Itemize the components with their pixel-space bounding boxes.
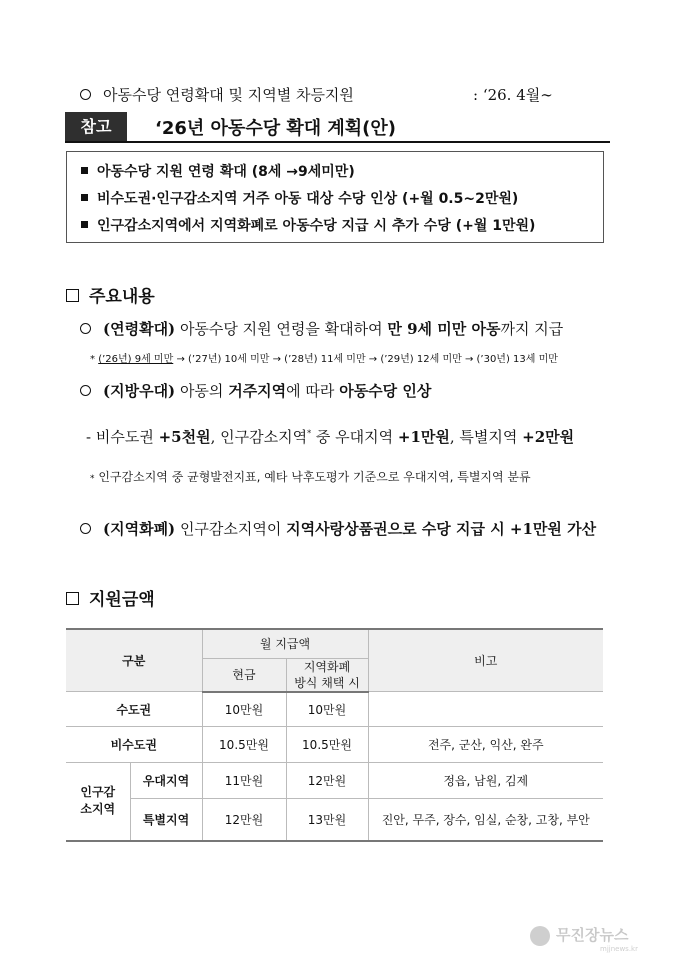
watermark-logo-icon	[530, 926, 550, 946]
group-label: 인구감 소지역	[66, 763, 130, 841]
reference-title: ‘26년 아동수당 확대 계획(안)	[155, 118, 397, 139]
table-row: 특별지역 12만원 13만원 진안, 무주, 장수, 임실, 순창, 고창, 부안	[66, 799, 603, 841]
summary-item: 인구감소지역에서 지역화폐로 아동수당 지급 시 추가 수당 (+월 1만원)	[81, 215, 535, 235]
support-amount-table	[66, 628, 603, 842]
summary-item: 아동수당 지원 연령 확대 (8세 →9세미만)	[81, 161, 355, 181]
section-heading-main: 주요내용	[66, 282, 155, 307]
square-bullet-icon	[81, 221, 88, 228]
watermark: 무진장뉴스	[530, 924, 628, 946]
title-divider	[65, 141, 610, 143]
age-schedule-first: (’26년) 9세 미만	[98, 354, 174, 365]
regional-detail-line: - 비수도권 +5천원, 인구감소지역* 중 우대지역 +1만원, 특별지역 +2만원	[86, 428, 575, 446]
header-text: 아동수당 연령확대 및 지역별 차등지원	[103, 86, 354, 104]
col-local-header: 지역화폐 방식 채택 시	[286, 658, 368, 692]
age-expansion-line: (연령확대) 아동수당 지원 연령을 확대하여 만 9세 미만 아동까지 지급	[80, 318, 563, 339]
square-bullet-icon	[81, 194, 88, 201]
checkbox-square-icon	[66, 592, 79, 605]
col-note-header: 비고	[368, 629, 603, 692]
circle-bullet-icon	[80, 523, 91, 534]
table-row: 인구감 소지역 우대지역 11만원 12만원 정읍, 남원, 김제	[66, 763, 603, 799]
circle-bullet-icon	[80, 323, 91, 334]
table-row: 비수도권 10.5만원 10.5만원 전주, 군산, 익산, 완주	[66, 727, 603, 763]
square-bullet-icon	[81, 167, 88, 174]
circle-bullet-icon	[80, 89, 91, 100]
reference-tag: 참고	[65, 112, 127, 141]
regional-classification-note: * 인구감소지역 중 균형발전지표, 예타 낙후도평가 기준으로 우대지역, 특별지역 분류	[90, 470, 531, 484]
local-currency-line: (지역화폐) 인구감소지역이 지역사랑상품권으로 수당 지급 시 +1만원 가산	[80, 518, 596, 539]
col-cash-header: 현금	[202, 658, 286, 692]
header-line	[80, 84, 553, 105]
table-row: 수도권 10만원 10만원	[66, 692, 603, 727]
summary-box	[66, 151, 604, 243]
col-group-header: 구분	[66, 629, 202, 692]
summary-item: 비수도권·인구감소지역 거주 아동 대상 수당 인상 (+월 0.5~2만원)	[81, 188, 518, 208]
header-date: : ‘26. 4월∼	[473, 86, 553, 104]
checkbox-square-icon	[66, 289, 79, 302]
age-schedule-note: * (’26년) 9세 미만 → (’27년) 10세 미만 → (’28년) 11세 미만 → (’29년) 12세 미만 → (’30년) 13세 미만	[90, 354, 558, 365]
section-heading-support: 지원금액	[66, 585, 155, 610]
watermark-url: mjjnews.kr	[600, 945, 638, 953]
circle-bullet-icon	[80, 385, 91, 396]
col-monthly-header: 월 지급액	[202, 629, 368, 658]
regional-priority-line: (지방우대) 아동의 거주지역에 따라 아동수당 인상	[80, 380, 431, 401]
